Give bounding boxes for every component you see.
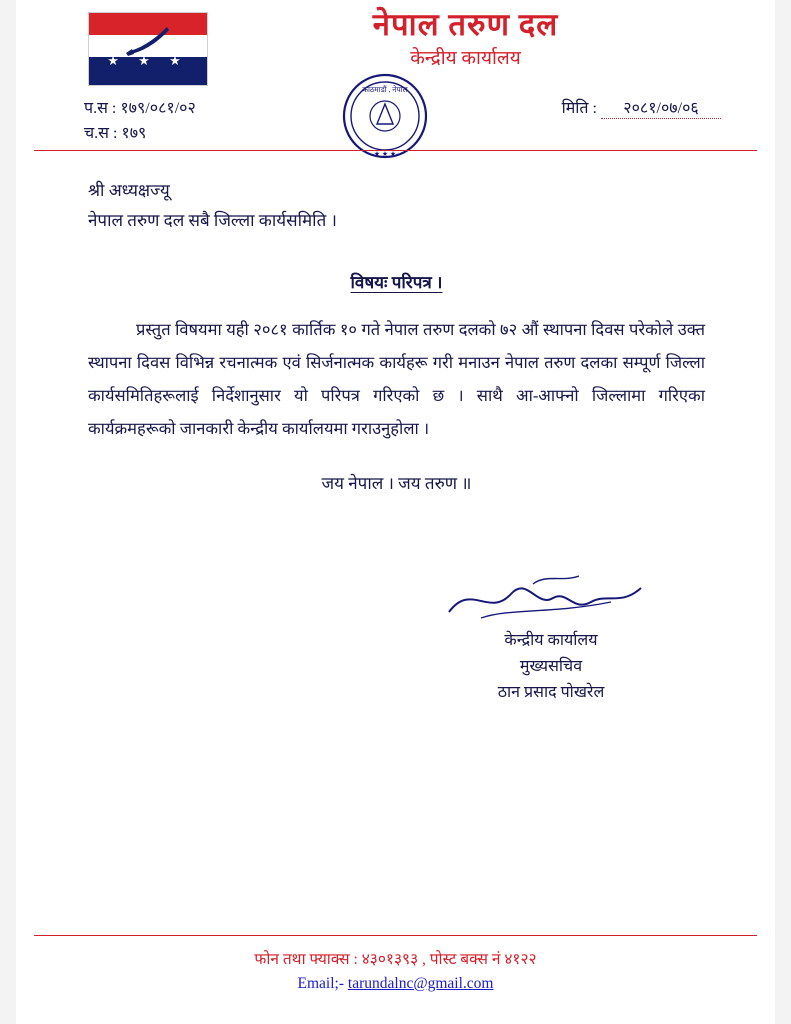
closing-slogan: जय नेपाल । जय तरुण ॥ (321, 474, 472, 493)
reference-line-1: प.स : १७९/०८१/०२ (84, 100, 196, 117)
subject-line: विषयः परिपत्र । (350, 273, 443, 292)
footer (0, 948, 791, 996)
letterhead (0, 0, 791, 158)
addressee-line-2: नेपाल तरुण दल सबै जिल्ला कार्यसमिति । (88, 211, 337, 230)
footer-contact: फोन तथा फ्याक्स : ४३०१३९३ , पोस्ट बक्स नं ४१२२ (254, 951, 537, 968)
date-value: २०८१/०७/०६ (601, 96, 721, 119)
addressee-line-1: श्री अध्यक्षज्यू (88, 181, 170, 200)
email-link[interactable]: tarundalnc@gmail.com (347, 975, 494, 992)
signature-block (401, 572, 701, 706)
page-edge-left (0, 0, 16, 1024)
header-divider (34, 150, 757, 151)
org-name: नेपाल तरुण दल (372, 7, 559, 42)
nepali-congress-flag (88, 12, 208, 86)
body-paragraph-1: प्रस्तुत विषयमा यही २०८१ कार्तिक १० गते नेपाल तरुण दलको ७२ औं स्थापना दिवस परेकोले उक्त स्थापना दिवस विभिन्न रचनात्मक एवं सिर्जनात्मक कार्यहरू गरी मनाउन नेपाल तरुण दलका सम्पूर्ण जिल्ला कार्यसमितिहरूलाई निर्देशानुसार यो परिपत्र गरिएको छ । साथै आ-आफ्नो जिल्लामा गरिएका कार्यक्रमहरूको जानकारी केन्द्रीय कार्यालयमा गराउनुहोला । (88, 320, 705, 438)
email-label: Email;- (297, 975, 348, 992)
handwritten-signature (401, 572, 701, 628)
footer-divider (34, 935, 757, 936)
letter-body (88, 176, 705, 494)
signature-name: ठान प्रसाद पोखरेल (497, 684, 605, 701)
signature-office: केन्द्रीय कार्यालय (504, 632, 598, 649)
office-seal-stamp (322, 70, 448, 158)
svg-text:काठमाडौं , नेपाल: काठमाडौं , नेपाल (362, 85, 408, 94)
date-block (562, 96, 721, 119)
signature-post: मुख्यसचिव (519, 658, 583, 675)
footer-email-line (0, 972, 791, 996)
svg-text:★ ★ ★: ★ ★ ★ (373, 150, 397, 158)
date-label: मिति : (561, 100, 597, 117)
organization-heading (220, 6, 711, 72)
flag-stars: ★ ★ ★ (107, 53, 189, 68)
reference-numbers (84, 96, 196, 146)
reference-line-2: च.स : १७९ (84, 125, 147, 142)
org-subtitle: केन्द्रीय कार्यालय (410, 48, 521, 69)
page-edge-right (775, 0, 791, 1024)
